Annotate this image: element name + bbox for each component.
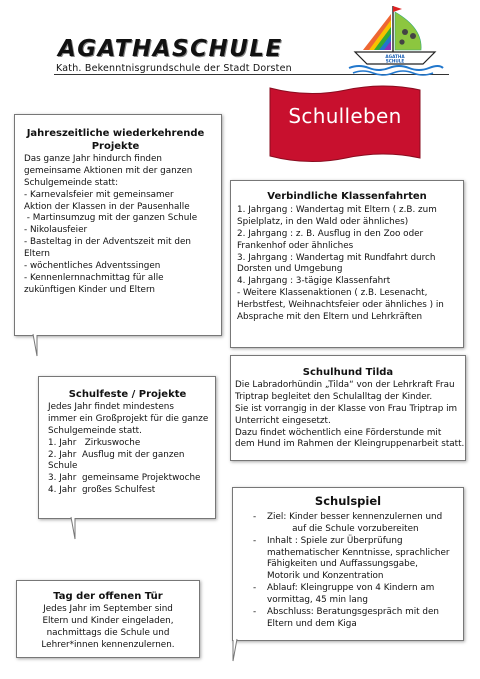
open-day-title: Tag der offenen Tür: [53, 591, 163, 602]
school-logo-sailboat-icon: [345, 2, 445, 76]
svg-text:AGATHA: AGATHA: [385, 54, 405, 59]
banner-title: Schulleben: [288, 104, 402, 128]
callout-tail: [15, 334, 39, 357]
school-festivals-box: [38, 376, 216, 519]
list-item: - Ziel: Kinder besser kennenzulernen und auf die Schule vorzubereiten: [253, 511, 443, 534]
school-dog-box: [230, 355, 466, 461]
school-festivals-title: Schulfeste / Projekte: [68, 389, 187, 400]
callout-tail: [232, 639, 256, 662]
seasonal-projects-text: Das ganze Jahr hindurch finden gemeinsame Aktionen mit der ganzen Schulgemeinde statt: - Karnevalsfeier mit gemeinsamer Aktion der Klassen in der Pausenhalle - Martinsumzug mit der ganzen Schule - Nikolausfeier - Basteltag in der Adventszeit mit den Eltern - wöchentliches Adventssingen - Kennenlernnachmittag für alle zukünftigen Kinder und Eltern: [24, 154, 198, 295]
school-festivals-text: Jedes Jahr findet mindestens immer ein Großprojekt für die ganze Schulgemeinde statt. 1. Jahr Zirkuswoche 2. Jahr Ausflug mit der ganzen Schule 3. Jahr gemeinsame Projektwoche 4. Jahr großes Schulfest: [48, 402, 209, 496]
callout-tail: [53, 517, 77, 540]
seasonal-projects-box: [14, 114, 222, 336]
school-subtitle: Kath. Bekenntnisgrundschule der Stadt Dorsten: [56, 63, 292, 74]
school-game-list: [239, 512, 457, 631]
class-trips-title: Verbindliche Klassenfahrten: [267, 191, 427, 202]
school-name: AGATHASCHULE: [58, 36, 283, 62]
class-trips-text: 1. Jahrgang : Wandertag mit Eltern ( z.B. zum Spielplatz, in den Wald oder ähnliches) 2. Jahrgang : z. B. Ausflug in den Zoo oder Frankenhof oder ähnliches 3. Jahrgang : Wandertag mit Rundfahrt durch Dorsten und Umgebung 4. Jahrgang : 3-tägige Klassenfahrt - Weitere Klassenaktionen ( z.B. Lesenacht, Herbstfest, Weihnachtsfeier oder ähnliches ) in Absprache mit den Eltern und Lehrkräften: [237, 205, 444, 322]
school-dog-title: Schulhund Tilda: [302, 367, 394, 378]
svg-text:SCHULE: SCHULE: [385, 58, 405, 64]
open-day-text: Jedes Jahr im September sind Eltern und Kinder eingeladen, nachmittags die Schule und Lehrer*innen kennenzulernen.: [41, 604, 175, 650]
school-game-title: Schulspiel: [314, 494, 382, 508]
seasonal-projects-title: Jahreszeitliche wiederkehrende Projekte: [26, 128, 205, 152]
list-item: - Inhalt : Spiele zur Überprüfung mathematischer Kenntnisse, sprachlicher Fähigkeiten und Auffassungsgabe, Motorik und Konzentration: [253, 535, 450, 582]
class-trips-box: [230, 180, 464, 348]
list-item: - Abschluss: Beratungsgespräch mit den Eltern und dem Kiga: [253, 606, 439, 629]
school-dog-text: Die Labradorhündin „Tilda“ von der Lehrkraft Frau Triptrap begleitet den Schulalltag der Kinder. Sie ist vorrangig in der Klasse von Frau Triptrap im Unterricht eingesetzt. Dazu findet wöchentlich eine Förderstunde mit dem Hund im Rahmen der Kleingruppenarbeit statt.: [235, 380, 465, 450]
school-game-box: [232, 487, 464, 641]
list-item: - Ablauf: Kleingruppe von 4 Kindern am vormittag, 45 min lang: [253, 583, 435, 606]
open-day-box: [16, 580, 200, 658]
